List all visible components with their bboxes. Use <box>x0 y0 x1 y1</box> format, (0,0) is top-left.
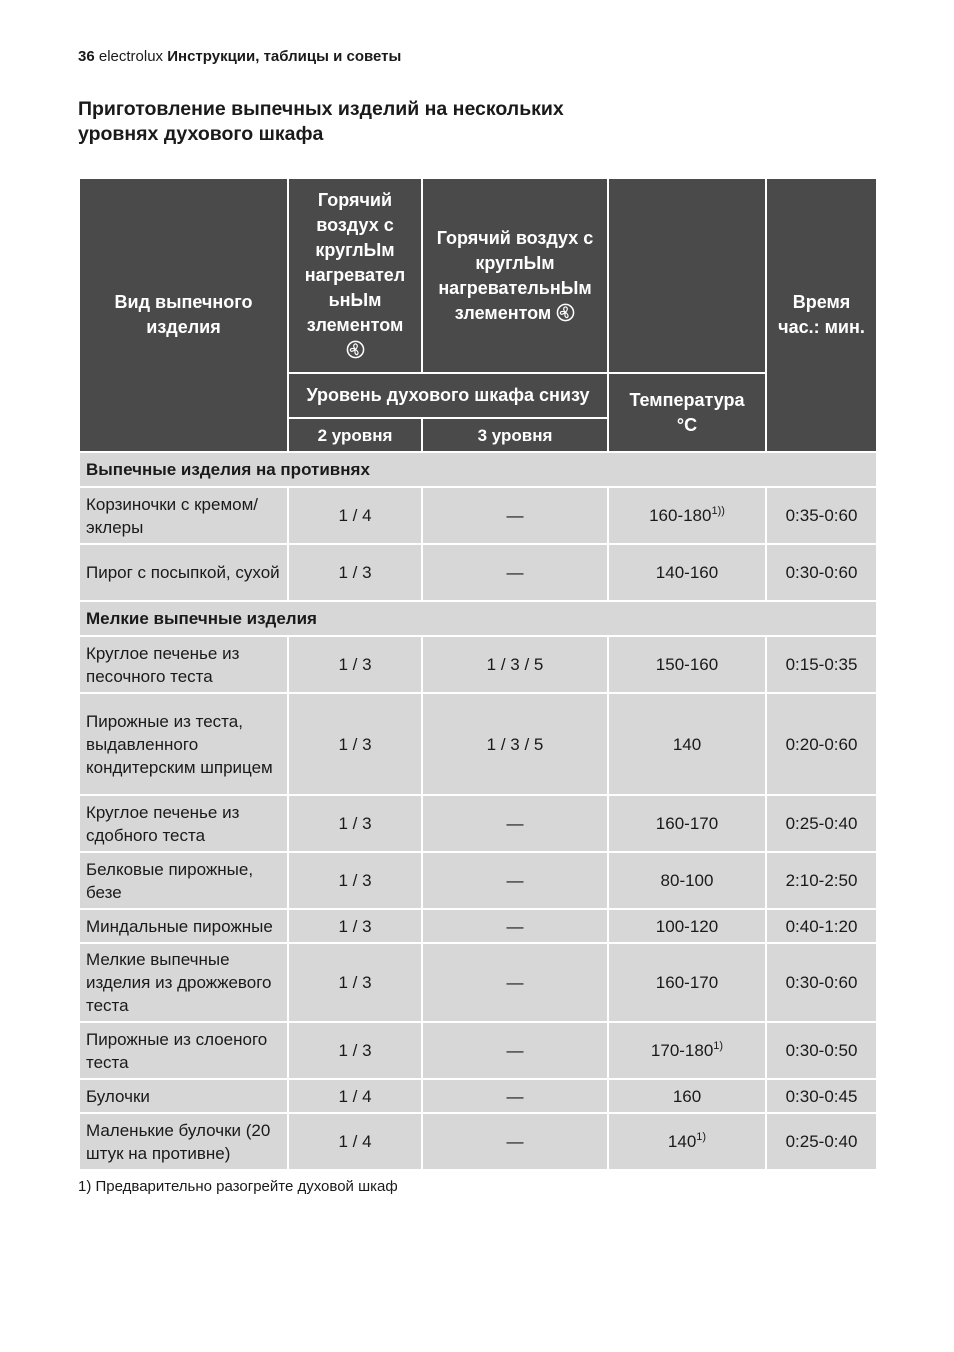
level-2-value: 1 / 3 <box>288 943 422 1022</box>
time-value: 0:40-1:20 <box>766 909 877 943</box>
level-2-value: 1 / 3 <box>288 909 422 943</box>
temperature-value: $160-180^{1))}$ <box>608 487 766 544</box>
level-3-value: — <box>422 852 608 909</box>
table-row <box>79 693 877 795</box>
level-3-value: — <box>422 487 608 544</box>
level-3-value: — <box>422 943 608 1022</box>
temperature-value: 140$^{1)}$ <box>608 1113 766 1170</box>
level-3-value: — <box>422 1113 608 1170</box>
level-3-value: — <box>422 544 608 601</box>
time-value: 0:30-0:60 <box>766 943 877 1022</box>
level-2-value: 1 / 3 <box>288 544 422 601</box>
level-2-value: 1 / 4 <box>288 1079 422 1113</box>
level-2-value: 1 / 4 <box>288 1113 422 1170</box>
level-2-value: 1 / 3 <box>288 795 422 852</box>
temperature-value: 100-120 <box>608 909 766 943</box>
item-name: Пирожные из теста, выдавленного кондитерским шприцем <box>79 693 288 795</box>
temperature-value: 160 <box>608 1079 766 1113</box>
item-name: Круглое печенье из сдобного теста <box>79 795 288 852</box>
table-row <box>79 943 877 1022</box>
time-value: 0:15-0:35 <box>766 636 877 693</box>
item-name: Пирог с посыпкой, сухой <box>79 544 288 601</box>
level-3-value: 1 / 3 / 5 <box>422 636 608 693</box>
footnote-ref: 1) <box>696 1131 707 1143</box>
time-value: 0:30-0:50 <box>766 1022 877 1079</box>
temperature-value: 140 <box>608 693 766 795</box>
header-level-2: 2 уровня <box>288 418 422 452</box>
fan-heater-icon <box>556 303 575 322</box>
level-2-value: 1 / 3 <box>288 852 422 909</box>
table-row <box>79 1113 877 1170</box>
header-time: Время час.: мин. <box>766 178 877 452</box>
page-number: 36 <box>78 48 95 65</box>
item-name: Маленькие булочки (20 штук на противне) <box>79 1113 288 1170</box>
level-3-value: — <box>422 1022 608 1079</box>
header-hot-air-2: Горячий воздух с круглЫм нагревательнЫм злементом <box>422 178 608 373</box>
level-3-value: — <box>422 1079 608 1113</box>
time-value: 0:30-0:45 <box>766 1079 877 1113</box>
page-title: Приготовление выпечных изделий на нескольких уровнях духового шкафа <box>78 98 564 145</box>
footnote-ref: 1)) <box>711 505 725 517</box>
page-header <box>78 47 401 67</box>
table-row <box>79 1022 877 1079</box>
temperature-value: 80-100 <box>608 852 766 909</box>
temperature-value: 160-170 <box>608 943 766 1022</box>
item-name: Миндальные пирожные <box>79 909 288 943</box>
table-row <box>79 852 877 909</box>
item-name: Мелкие выпечные изделия из дрожжевого теста <box>79 943 288 1022</box>
level-3-value: — <box>422 909 608 943</box>
header-level-3: 3 уровня <box>422 418 608 452</box>
footnote: 1) Предварительно разогрейте духовой шкаф <box>78 1178 398 1195</box>
table-row <box>79 795 877 852</box>
header-type: Вид выпечного изделия <box>79 178 288 452</box>
item-name: Корзиночки с кремом/ эклеры <box>79 487 288 544</box>
temperature-value: 150-160 <box>608 636 766 693</box>
table-row <box>79 1079 877 1113</box>
header-hot-air-1: Горячий воздух с круглЫм нагревател ьнЫм злементом <box>288 178 422 373</box>
level-3-value: 1 / 3 / 5 <box>422 693 608 795</box>
level-2-value: 1 / 3 <box>288 636 422 693</box>
group-header: Мелкие выпечные изделия <box>79 601 877 636</box>
header-blank <box>608 178 766 373</box>
item-name: Круглое печенье из песочного теста <box>79 636 288 693</box>
fan-heater-icon <box>346 340 365 359</box>
header-temperature: Температура °C <box>608 373 766 452</box>
time-value: 0:30-0:60 <box>766 544 877 601</box>
level-2-value: 1 / 3 <box>288 693 422 795</box>
brand-name: electrolux <box>98 48 164 65</box>
time-value: 0:25-0:40 <box>766 1113 877 1170</box>
temperature-value: 140-160 <box>608 544 766 601</box>
level-2-value: 1 / 4 <box>288 487 422 544</box>
time-value: 0:35-0:60 <box>766 487 877 544</box>
table-row <box>79 544 877 601</box>
footnote-ref: 1) <box>713 1040 724 1052</box>
table-row <box>79 487 877 544</box>
level-2-value: 1 / 3 <box>288 1022 422 1079</box>
group-header: Выпечные изделия на противнях <box>79 452 877 487</box>
item-name: Пирожные из слоеного теста <box>79 1022 288 1079</box>
temperature-value: 160-170 <box>608 795 766 852</box>
time-value: 0:25-0:40 <box>766 795 877 852</box>
section-name: Инструкции, таблицы и советы <box>167 48 402 65</box>
time-value: 2:10-2:50 <box>766 852 877 909</box>
item-name: Булочки <box>79 1079 288 1113</box>
temperature-value: 170-180$^{1)}$ <box>608 1022 766 1079</box>
table-row <box>79 909 877 943</box>
baking-table <box>78 177 878 1171</box>
table-row <box>79 636 877 693</box>
item-name: Белковые пирожные, безе <box>79 852 288 909</box>
level-3-value: — <box>422 795 608 852</box>
time-value: 0:20-0:60 <box>766 693 877 795</box>
header-level-group: Уровень духового шкафа снизу <box>288 373 608 418</box>
